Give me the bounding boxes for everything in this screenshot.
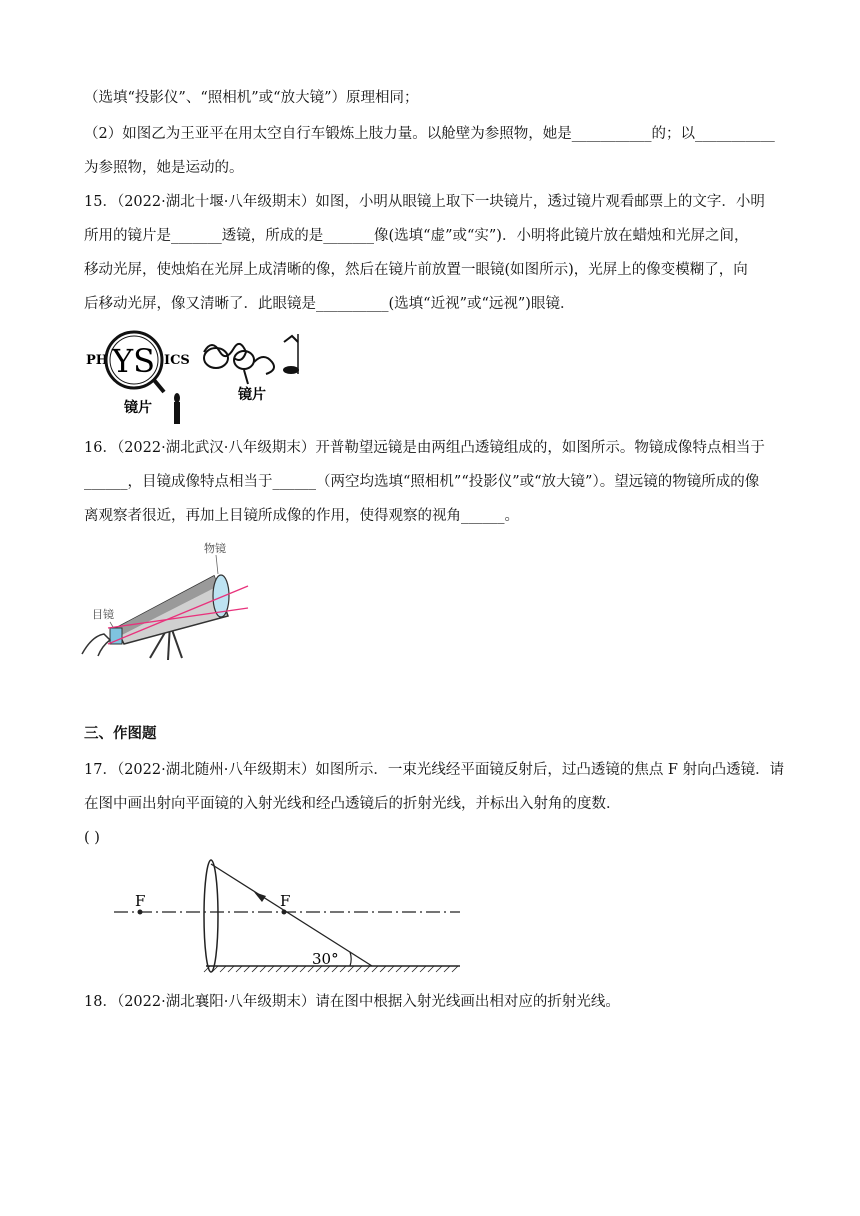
- question-15-line: 后移动光屏，像又清晰了．此眼镜是__________(选填“近视”或“远视”)眼镜．: [84, 296, 575, 312]
- answer-blank: ( ): [84, 830, 100, 846]
- objective-label: 物镜: [204, 542, 226, 555]
- question-15-line: 所用的镜片是_______透镜，所成的是_______像(选填“虚”或“实”)．小明将此镜片放在蜡烛和光屏之间，: [84, 228, 749, 244]
- lens-label-right: 镜片: [238, 387, 266, 403]
- text-line: 为参照物，她是运动的。: [84, 160, 244, 176]
- question-16-line: ______，目镜成像特点相当于______（两空均选填“照相机”“投影仪”或“放大镜”）。望远镜的物镜所成的像: [84, 474, 760, 490]
- stamp-text-ics: ICS: [164, 353, 190, 368]
- ray-arrow: [254, 892, 266, 902]
- text-line: （选填“投影仪”、“照相机”或“放大镜”）原理相同；: [84, 90, 419, 106]
- glasses-sketch: [204, 336, 298, 384]
- eyepiece: [110, 628, 122, 644]
- text-line: （2）如图乙为王亚平在用太空自行车锻炼上肢力量。以舱壁为参照物，她是___________的；以___________: [84, 126, 775, 142]
- reflected-ray: [211, 864, 372, 966]
- stamp-text-ph: PH: [86, 353, 109, 368]
- focus-label-right: F: [280, 892, 291, 910]
- question-16-line: 16．（2022·湖北武汉·八年级期末）开普勒望远镜是由两组凸透镜组成的，如图所示。物镜成像特点相当于: [84, 440, 765, 456]
- figure-16-telescope: [80, 536, 250, 666]
- section-title: 三、作图题: [84, 726, 157, 742]
- question-15-line: 15．（2022·湖北十堰·八年级期末）如图，小明从眼镜上取下一块镜片，透过镜片观看邮票上的文字．小明: [84, 194, 765, 210]
- question-15-line: 移动光屏，使烛焰在光屏上成清晰的像，然后在镜片前放置一眼镜(如图所示)，光屏上的像变模糊了，向: [84, 262, 748, 278]
- convex-lens: [204, 860, 218, 972]
- stamp-text-ys: YS: [112, 342, 156, 380]
- question-18-line: 18．（2022·湖北襄阳·八年级期末）请在图中根据入射光线画出相对应的折射光线。: [84, 994, 620, 1010]
- question-16-line: 离观察者很近，再加上目镜所成像的作用，使得观察的视角______。: [84, 508, 519, 524]
- angle-label: 30°: [312, 950, 339, 968]
- figure-17-optics: [110, 856, 470, 976]
- figure-15: [84, 322, 314, 432]
- question-17-line: 在图中画出射向平面镜的入射光线和经凸透镜后的折射光线，并标出入射角的度数．: [84, 796, 621, 812]
- eyepiece-label: 目镜: [92, 608, 114, 621]
- question-17-line: 17．（2022·湖北随州·八年级期末）如图所示．一束光线经平面镜反射后，过凸透镜的焦点 F 射向凸透镜．请: [84, 762, 785, 778]
- focus-label-left: F: [135, 892, 146, 910]
- lens-label-left: 镜片: [124, 400, 152, 416]
